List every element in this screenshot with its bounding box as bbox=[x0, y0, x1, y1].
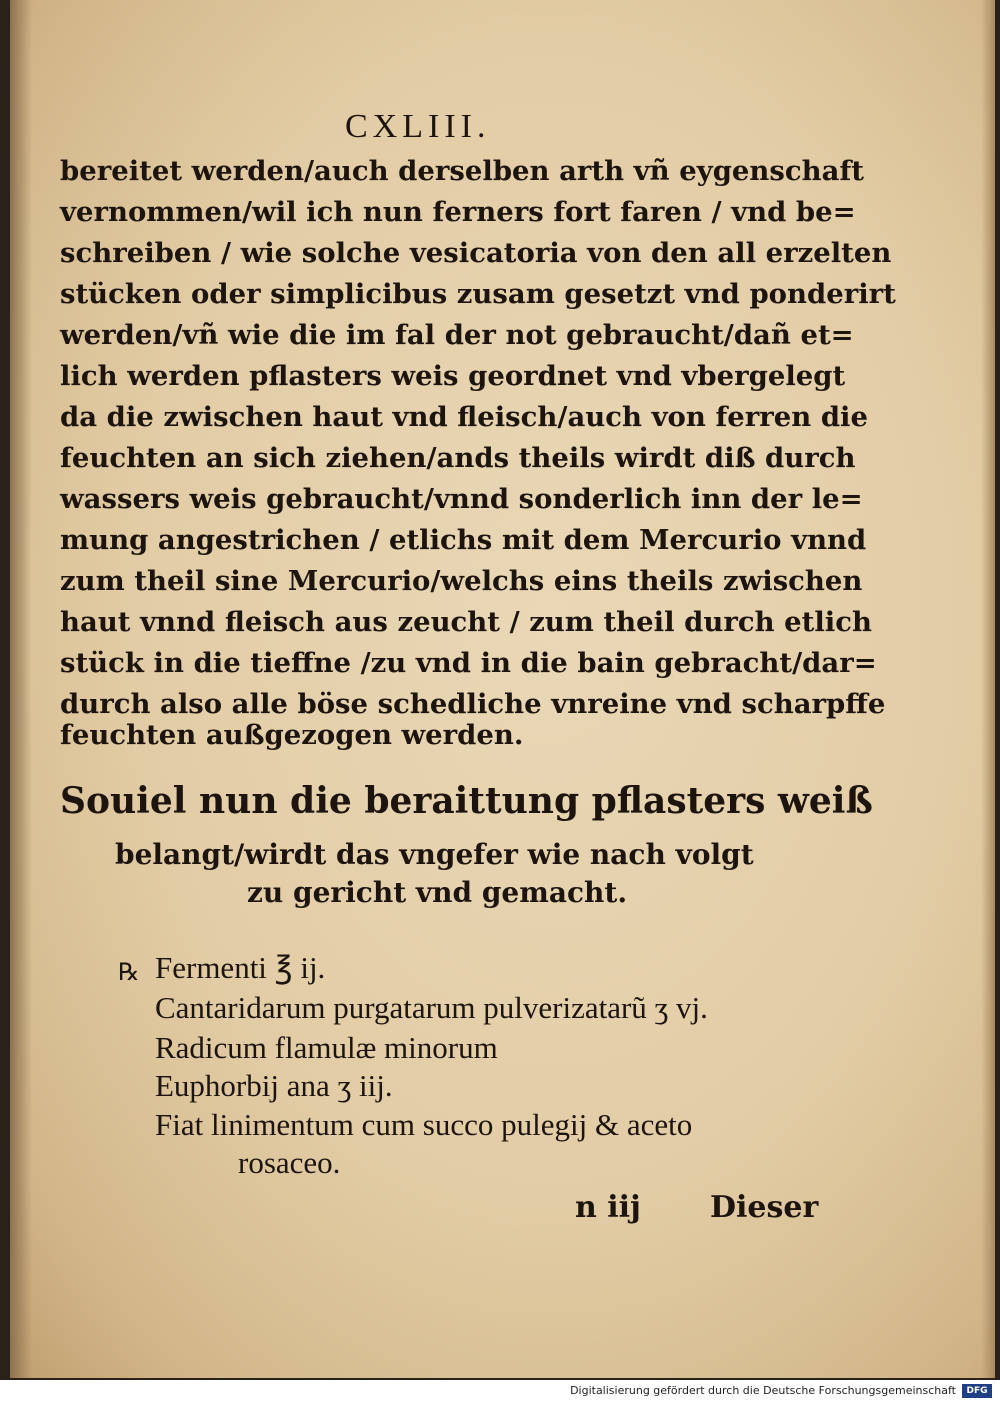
recipe-line: Fermenti ℥ ij. bbox=[155, 950, 326, 985]
body-line: da die zwischen haut vnd fleisch/auch von ferren die bbox=[60, 401, 869, 433]
rx-symbol bbox=[118, 952, 140, 988]
recipe-line: Cantaridarum purgatarum pulverizatarũ ʒ vj. bbox=[155, 990, 708, 1025]
recipe-line: Radicum flamulæ minorum bbox=[155, 1030, 498, 1065]
section-heading-line: Souiel nun die beraittung pflasters weiß bbox=[60, 780, 873, 822]
body-line: stücken oder simplicibus zusam gesetzt vnd ponderirt bbox=[60, 278, 896, 310]
recipe-symbol-icon: ℞ bbox=[118, 958, 140, 986]
section-heading-line: zu gericht vnd gemacht. bbox=[247, 876, 628, 909]
body-line: durch also alle böse schedliche vnreine vnd scharpffe bbox=[60, 688, 886, 720]
catchword: Dieser bbox=[710, 1190, 819, 1225]
section-heading-line: belangt/wirdt das vngefer wie nach volgt bbox=[115, 838, 754, 871]
body-line: werden/vñ wie die im fal der not gebraucht/dañ et= bbox=[60, 319, 854, 351]
signature-mark: n iij bbox=[575, 1190, 641, 1225]
body-line: haut vnnd fleisch aus zeucht / zum theil durch etlich bbox=[60, 606, 872, 638]
body-line: feuchten an sich ziehen/ands theils wirdt diß durch bbox=[60, 442, 856, 474]
body-line: zum theil sine Mercurio/welchs eins theils zwischen bbox=[60, 565, 863, 597]
recipe-line: Euphorbij ana ʒ iij. bbox=[155, 1068, 393, 1103]
funding-notice: Digitalisierung gefördert durch die Deutsche Forschungsgemeinschaft bbox=[570, 1384, 956, 1397]
recipe-line: Fiat linimentum cum succo pulegij & aceto bbox=[155, 1107, 693, 1142]
footer-bar bbox=[0, 1380, 1000, 1402]
body-line: stück in die tieffne /zu vnd in die bain gebracht/dar= bbox=[60, 647, 877, 679]
recipe-line: rosaceo. bbox=[238, 1145, 341, 1180]
body-line: feuchten außgezogen werden. bbox=[60, 719, 524, 751]
body-line: schreiben / wie solche vesicatoria von den all erzelten bbox=[60, 237, 892, 269]
body-line: lich werden pflasters weis geordnet vnd vbergelegt bbox=[60, 360, 846, 392]
body-line: wassers weis gebraucht/vnnd sonderlich inn der le= bbox=[60, 483, 863, 515]
page-spine-shadow bbox=[10, 0, 32, 1378]
page-edge-shadow bbox=[981, 0, 995, 1378]
body-line: bereitet werden/auch derselben arth vñ eygenschaft bbox=[60, 155, 864, 187]
body-line: mung angestrichen / etlichs mit dem Mercurio vnnd bbox=[60, 524, 867, 556]
dfg-logo-icon: DFG bbox=[962, 1384, 992, 1398]
folio-number: CXLIII. bbox=[345, 108, 491, 145]
body-line: vernommen/wil ich nun ferners fort faren / vnd be= bbox=[60, 196, 856, 228]
